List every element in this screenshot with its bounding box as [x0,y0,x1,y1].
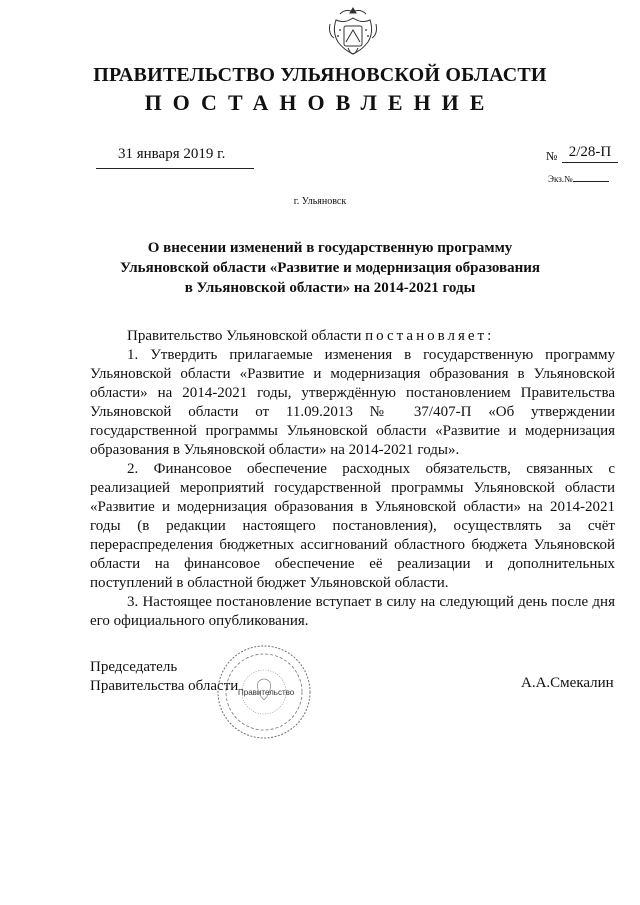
copy-label: Экз.№ [548,174,573,184]
document-subject [110,238,550,298]
subject-line: Ульяновской области «Развитие и модернизация образования [119,260,541,276]
document-body [90,327,615,631]
document-type: ПОСТАНОВЛЕНИЕ [144,90,496,115]
paragraph-3: 3. Настоящее постановление вступает в силу на следующий день после дня его официального опубликования. [90,594,615,629]
number-sign: № [546,149,558,163]
document-number: 2/28-П [562,144,618,163]
government-title: ПРАВИТЕЛЬСТВО УЛЬЯНОВСКОЙ ОБЛАСТИ [93,64,547,86]
intro-prefix: Правительство Ульяновской области [127,328,362,344]
date-underline [96,168,254,169]
copy-number [548,173,609,184]
subject-line: в Ульяновской области» на 2014-2021 годы [184,280,476,296]
subject-line: О внесении изменений в государственную программу [147,240,513,256]
seal-text: Правительство [238,688,295,697]
paragraph-1: 1. Утвердить прилагаемые изменения в государственную программу Ульяновской области «Развитие и модернизация образования в Ульяновской области» на 2014-2021 годы, утверждённую постановлением Правительства Ульяновской области от 11.09.2013 № 37/407-П «Об утверждении государственной программы Ульяновской области «Развитие и модернизация образования в Ульяновской области» на 2014-2021 годы». [90,347,615,458]
signatory-name: А.А.Смекалин [521,675,614,691]
intro-verb: постановляет: [365,328,495,344]
paragraph-2: 2. Финансовое обеспечение расходных обязательств, связанных с реализацией мероприятий государственной программы Ульяновской области «Развитие и модернизация образования в Ульяновской области» на 2014-2021 годы (в редакции настоящего постановления), осуществлять за счёт перераспределения бюджетных ассигнований областного бюджета Ульяновской области на финансовое обеспечение её реализации и дополнительных поступлений в областной бюджет Ульяновской области. [90,461,615,591]
position-line: Правительства области [90,678,239,694]
intro-paragraph [90,327,615,346]
document-date: 31 января 2019 г. [118,146,226,162]
coat-of-arms-icon [326,4,380,66]
city: г. Ульяновск [293,196,347,207]
position-line: Председатель [90,659,178,675]
copy-number-blank [573,173,609,182]
